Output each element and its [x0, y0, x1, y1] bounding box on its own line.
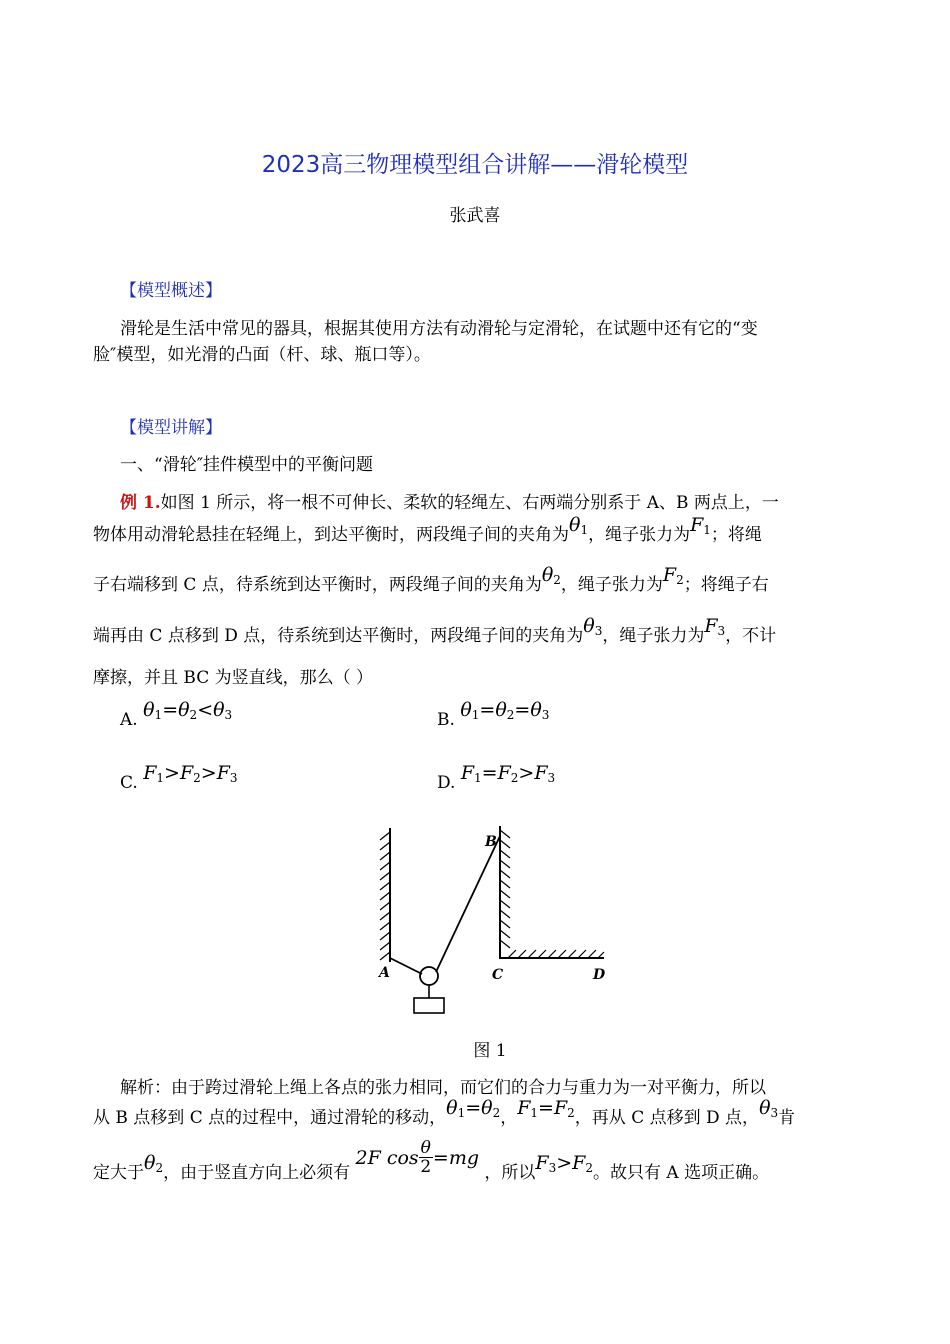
rope-left — [390, 958, 422, 974]
label-b: B — [485, 834, 497, 850]
hanging-mass — [414, 998, 444, 1013]
explain-heading: 【模型讲解】 — [120, 418, 222, 438]
example-label: 例 1. — [120, 493, 161, 513]
solution-line-1: 解析：由于跨过滑轮上绳上各点的张力相同，而它们的合力与重力为一对平衡力，所以 — [120, 1078, 766, 1098]
example-line-1: 例 1.如图 1 所示，将一根不可伸长、柔软的轻绳左、右两端分别系于 A、B 两点上，一 — [120, 493, 779, 513]
overview-line-2: 脸″模型，如光滑的凸面（杆、球、瓶口等）。 — [93, 345, 431, 365]
overview-line-1: 滑轮是生活中常见的器具，根据其使用方法有动滑轮与定滑轮，在试题中还有它的“变 — [120, 319, 758, 339]
overview-heading: 【模型概述】 — [120, 281, 222, 301]
figure-caption: 图 1 — [473, 1041, 507, 1061]
label-a: A — [379, 965, 390, 981]
rope-right — [436, 836, 500, 972]
label-c: C — [492, 967, 504, 983]
example-line-2: 物体用动滑轮悬挂在轻绳上，到达平衡时，两段绳子间的夹角为$\theta_1$，绳子张力为$F_1$；将绳 — [93, 514, 762, 545]
author-name: 张武喜 — [449, 206, 501, 226]
example-line-3: 子右端移到 C 点，待系统到达平衡时，两段绳子间的夹角为$\theta_2$，绳子张力为$F_2$；将绳子右 — [93, 564, 769, 595]
right-wall-hatching — [500, 830, 510, 948]
floor-hatching — [508, 950, 604, 958]
solution-line-3: 定大于$\theta_2$，由于竖直方向上必须有 2F cos $\frac{\theta}{2}$ =mg ，所以$F_3>F_2$。故只有 A 选项正确。 — [93, 1138, 770, 1183]
option-d: D. $F_1=F_2>F_3$ — [437, 762, 556, 793]
left-wall-hatching — [380, 832, 390, 960]
option-a: A. $\theta_1=\theta_2<\theta_3$ — [120, 699, 233, 730]
option-b: B. $\theta_1=\theta_2=\theta_3$ — [437, 699, 550, 730]
option-c: C. $F_1>F_2>F_3$ — [120, 762, 238, 793]
pulley-diagram — [368, 822, 618, 1022]
example-line-4: 端再由 C 点移到 D 点，待系统到达平衡时，两段绳子间的夹角为$\theta_3$，绳子张力为$F_3$，不计 — [93, 615, 777, 646]
pulley — [420, 967, 438, 985]
example-line-5: 摩擦，并且 BC 为竖直线，那么（ ） — [93, 668, 374, 688]
label-d: D — [593, 967, 606, 983]
document-title: 2023高三物理模型组合讲解——滑轮模型 — [261, 152, 689, 178]
solution-line-2: 从 B 点移到 C 点的过程中，通过滑轮的移动，$\theta_1=\theta_2$，$F_1=F_2$，再从 C 点移到 D 点，$\theta_3$肯 — [93, 1097, 796, 1128]
explain-subheading: 一、“滑轮″挂件模型中的平衡问题 — [120, 455, 374, 475]
